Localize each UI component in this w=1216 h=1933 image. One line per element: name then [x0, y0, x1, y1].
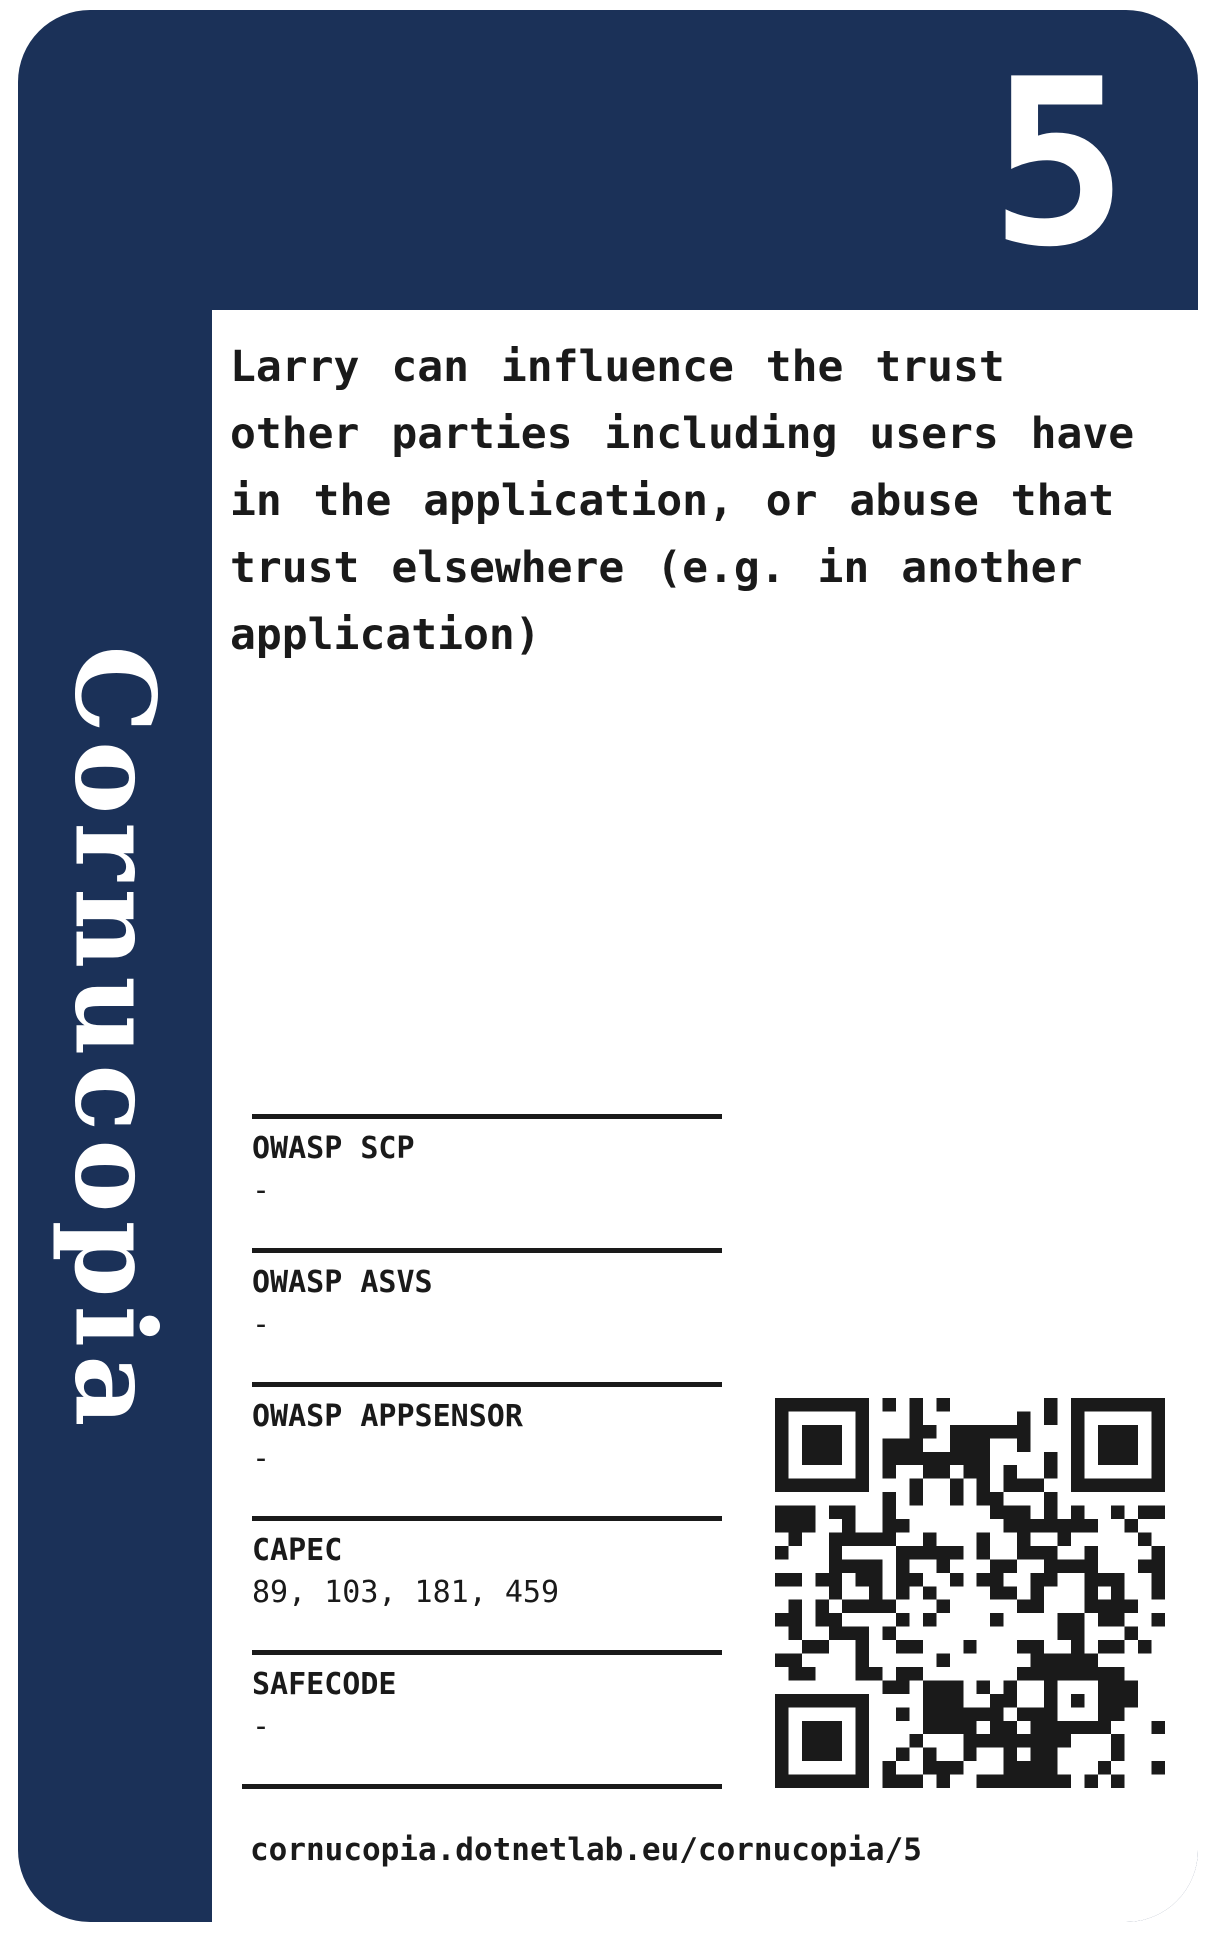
- reference-value: -: [252, 1307, 271, 1342]
- reference-value: -: [252, 1709, 271, 1744]
- card-url[interactable]: cornucopia.dotnetlab.eu/cornucopia/5: [250, 1832, 922, 1868]
- reference-title: CAPEC: [252, 1533, 343, 1568]
- reference-title: SAFECODE: [252, 1667, 397, 1702]
- reference-value: -: [252, 1441, 271, 1476]
- reference-list: [252, 1114, 722, 1789]
- reference-title: OWASP SCP: [252, 1131, 415, 1166]
- reference-title: OWASP APPSENSOR: [252, 1399, 523, 1434]
- reference-value: 89, 103, 181, 459: [252, 1575, 560, 1610]
- reference-capec: [252, 1516, 722, 1650]
- reference-divider: [242, 1784, 722, 1789]
- reference-value: -: [252, 1173, 271, 1208]
- reference-owasp-scp: [252, 1114, 722, 1248]
- reference-owasp-asvs: [252, 1248, 722, 1382]
- reference-owasp-appsensor: [252, 1382, 722, 1516]
- card-number: 5: [989, 31, 1128, 298]
- reference-safecode: [252, 1650, 722, 1784]
- suit-label: Cornucopia: [50, 645, 180, 1435]
- reference-title: OWASP ASVS: [252, 1265, 433, 1300]
- qr-code-icon[interactable]: [775, 1398, 1165, 1788]
- card-description: Larry can influence the trust other parties including users have in the application, or abuse that trust elsewhere (e.g. in another application): [230, 342, 1167, 660]
